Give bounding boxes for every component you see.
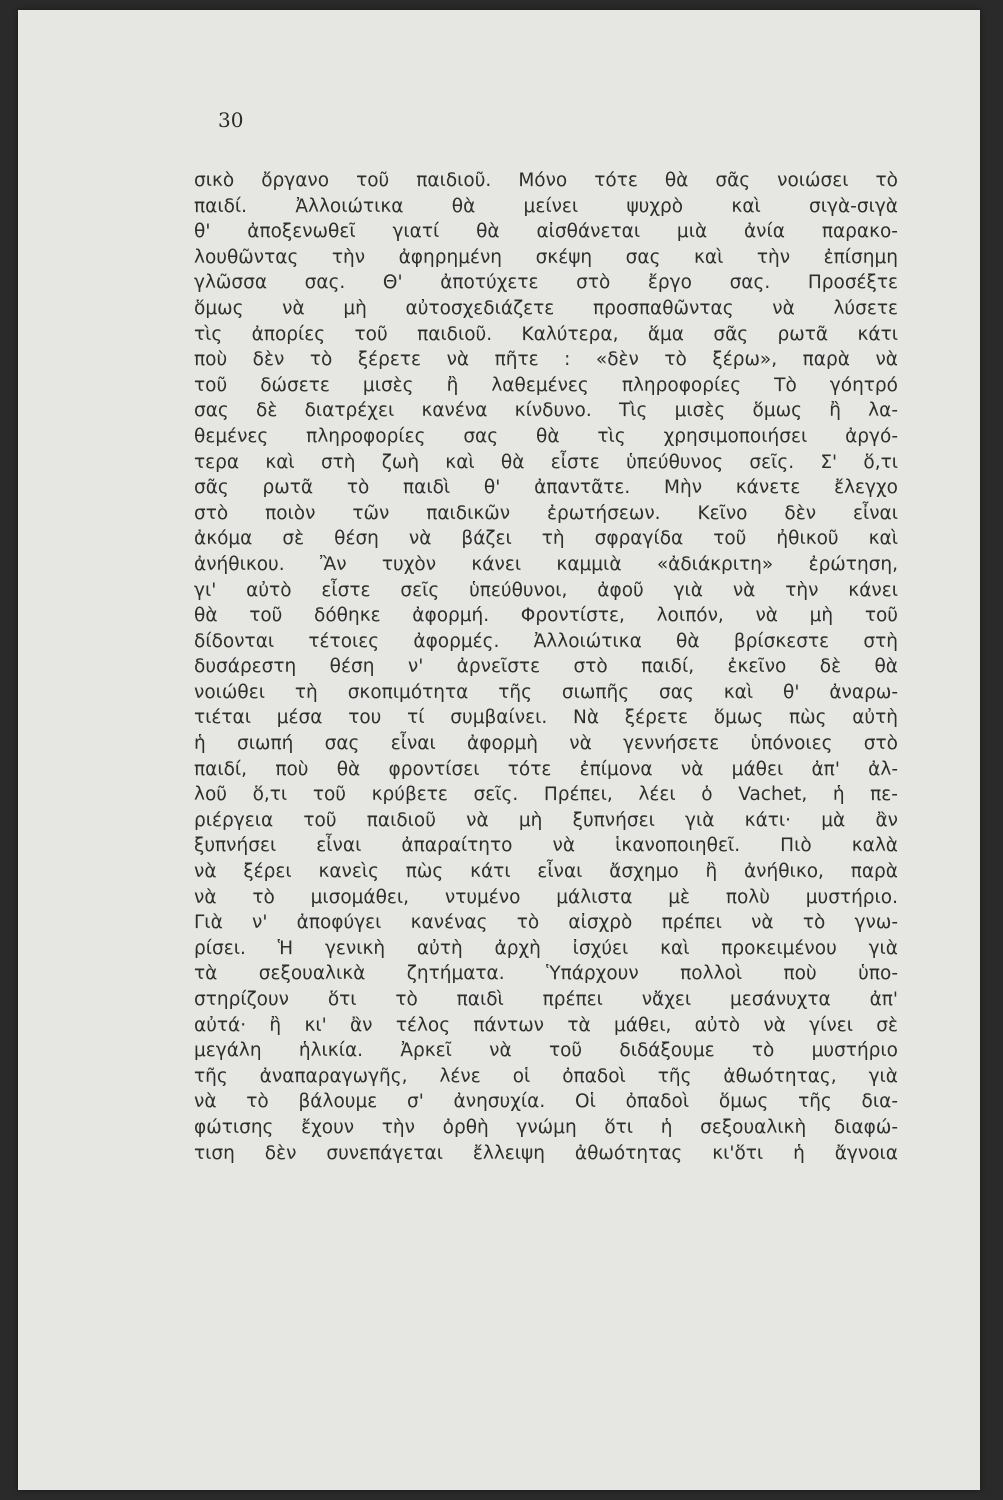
text-line: τῆς ἀναπαραγωγῆς, λένε οἱ ὀπαδοὶ τῆς ἀθωότητας, γιὰ — [194, 1065, 898, 1087]
text-line: νὰ τὸ μισομάθει, ντυμένο μάλιστα μὲ πολὺ μυστήριο. — [194, 886, 898, 908]
text-line: ριέργεια τοῦ παιδιοῦ νὰ μὴ ξυπνήσει γιὰ κάτι· μὰ ἂν — [194, 809, 898, 831]
text-line: ρίσει. Ἡ γενικὴ αὐτὴ ἀρχὴ ἰσχύει καὶ προκειμένου γιὰ — [194, 937, 898, 959]
text-line: σικὸ ὄργανο τοῦ παιδιοῦ. Μόνο τότε θὰ σᾶς νοιώσει τὸ — [194, 170, 898, 191]
text-line: ποὺ δὲν τὸ ξέρετε νὰ πῆτε : «δὲν τὸ ξέρω», παρὰ νὰ — [194, 349, 898, 371]
text-line: στὸ ποιὸν τῶν παιδικῶν ἐρωτήσεων. Κεῖνο δὲν εἶναι — [194, 502, 898, 524]
text-line: τοῦ δώσετε μισὲς ἢ λαθεμένες πληροφορίες Τὸ γόητρό — [194, 374, 898, 396]
book-page — [18, 10, 980, 1490]
text-line: γλῶσσα σας. Θ' ἀποτύχετε στὸ ἔργο σας. Προσέξτε — [194, 272, 898, 294]
text-line: Γιὰ ν' ἀποφύγει κανένας τὸ αἰσχρὸ πρέπει νὰ τὸ γνω- — [194, 912, 898, 934]
text-line: δίδονται τέτοιες ἀφορμές. Ἀλλοιώτικα θὰ βρίσκεστε στὴ — [194, 630, 898, 652]
text-line: φώτισης ἔχουν τὴν ὀρθὴ γνώμη ὅτι ἡ σεξουαλικὴ διαφώ- — [194, 1116, 898, 1138]
text-line: ἡ σιωπή σας εἶναι ἀφορμὴ νὰ γεννήσετε ὑπόνοιες στὸ — [194, 733, 898, 755]
text-line: νοιώθει τὴ σκοπιμότητα τῆς σιωπῆς σας καὶ θ' ἀναρω- — [194, 681, 898, 703]
body-text — [194, 168, 898, 1166]
text-line: παιδί. Ἀλλοιώτικα θὰ μείνει ψυχρὸ καὶ σιγὰ-σιγὰ — [194, 195, 898, 217]
text-line: τερα καὶ στὴ ζωὴ καὶ θὰ εἶστε ὑπεύθυνος σεῖς. Σ' ὅ,τι — [194, 451, 898, 473]
text-line: παιδί, ποὺ θὰ φροντίσει τότε ἐπίμονα νὰ μάθει ἀπ' ἀλ- — [194, 758, 898, 780]
page-number: 30 — [218, 108, 244, 132]
text-line: ἀκόμα σὲ θέση νὰ βάζει τὴ σφραγίδα τοῦ ἠθικοῦ καὶ — [194, 528, 898, 550]
text-line: γι' αὐτὸ εἶστε σεῖς ὑπεύθυνοι, ἀφοῦ γιὰ νὰ τὴν κάνει — [194, 579, 898, 601]
text-line: λουθῶντας τὴν ἀφηρημένη σκέψη σας καὶ τὴν ἐπίσημη — [194, 246, 898, 268]
text-line: τὶς ἀπορίες τοῦ παιδιοῦ. Καλύτερα, ἅμα σᾶς ρωτᾶ κάτι — [194, 323, 898, 345]
text-line: θεμένες πληροφορίες σας θὰ τὶς χρησιμοποιήσει ἀργό- — [194, 425, 898, 447]
text-line: τὰ σεξουαλικὰ ζητήματα. Ὑπάρχουν πολλοὶ ποὺ ὑπο- — [194, 963, 898, 985]
text-line: σας δὲ διατρέχει κανένα κίνδυνο. Τὶς μισὲς ὅμως ἢ λα- — [194, 400, 898, 422]
text-line: δυσάρεστη θέση ν' ἀρνεῖστε στὸ παιδί, ἐκεῖνο δὲ θὰ — [194, 656, 898, 678]
text-line: θὰ τοῦ δόθηκε ἀφορμή. Φροντίστε, λοιπόν, νὰ μὴ τοῦ — [194, 605, 898, 627]
text-line: σᾶς ρωτᾶ τὸ παιδὶ θ' ἀπαντᾶτε. Μὴν κάνετε ἔλεγχο — [194, 477, 898, 499]
text-line: στηρίζουν ὅτι τὸ παιδὶ πρέπει νἄχει μεσάνυχτα ἀπ' — [194, 989, 898, 1010]
text-line: ἀνήθικου. Ἂν τυχὸν κάνει καμμιὰ «ἀδιάκριτη» ἐρώτηση, — [194, 553, 898, 575]
text-line: μεγάλη ἡλικία. Ἀρκεῖ νὰ τοῦ διδάξουμε τὸ μυστήριο — [194, 1040, 898, 1062]
text-line: νὰ ξέρει κανεὶς πὼς κάτι εἶναι ἄσχημο ἢ ἀνήθικο, παρὰ — [194, 861, 898, 883]
text-line: τιέται μέσα του τί συμβαίνει. Νὰ ξέρετε ὅμως πὼς αὐτὴ — [194, 707, 898, 729]
text-line: θ' ἀποξενωθεῖ γιατί θὰ αἰσθάνεται μιὰ ἀνία παρακο- — [194, 221, 898, 243]
text-line: λοῦ ὅ,τι τοῦ κρύβετε σεῖς. Πρέπει, λέει ὁ Vachet, ἡ πε- — [194, 784, 898, 806]
text-line: αὐτά· ἢ κι' ἂν τέλος πάντων τὰ μάθει, αὐτὸ νὰ γίνει σὲ — [194, 1014, 898, 1036]
text-line: νὰ τὸ βάλουμε σ' ἀνησυχία. Οἱ ὀπαδοὶ ὅμως τῆς δια- — [194, 1091, 898, 1113]
text-line: ὅμως νὰ μὴ αὐτοσχεδιάζετε προσπαθῶντας νὰ λύσετε — [194, 297, 898, 319]
text-line: ξυπνήσει εἶναι ἀπαραίτητο νὰ ἱκανοποιηθεῖ. Πιὸ καλὰ — [194, 835, 898, 857]
text-line: τιση δὲν συνεπάγεται ἔλλειψη ἀθωότητας κι'ὅτι ἡ ἄγνοια — [194, 1142, 898, 1164]
